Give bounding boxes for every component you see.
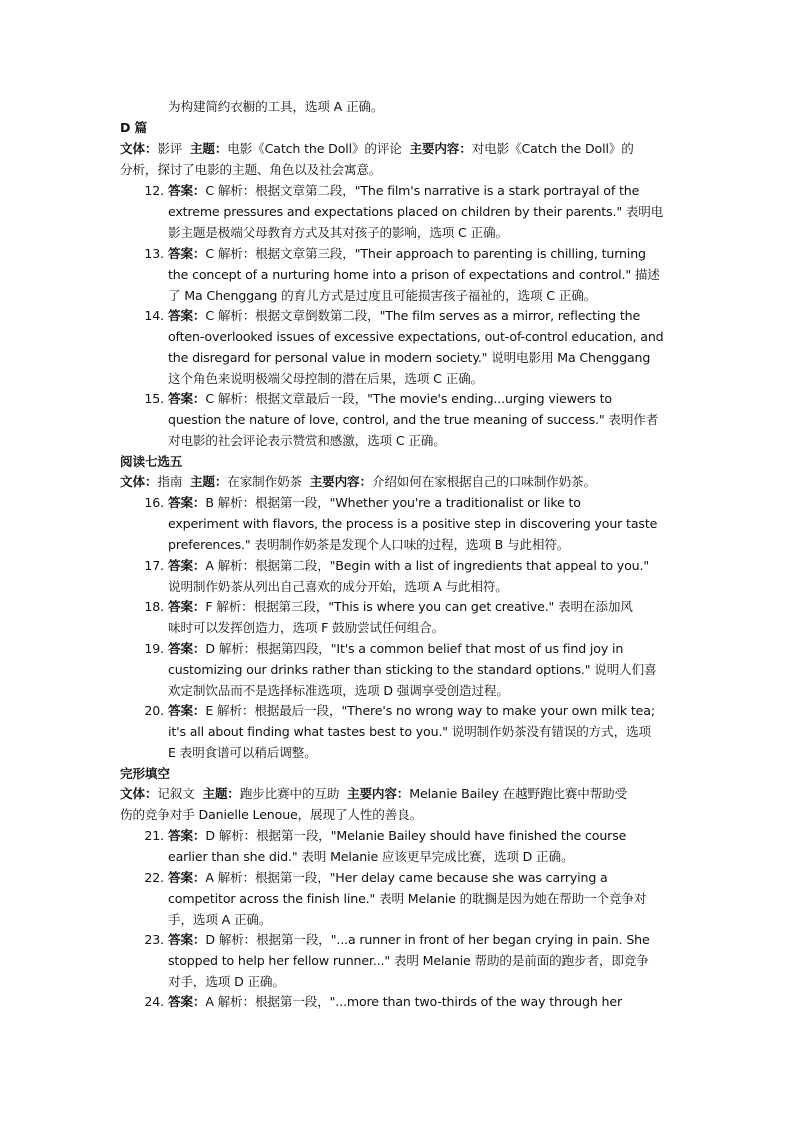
item-number: 21.	[144, 828, 164, 843]
item-line: C 解析：根据文章最后一段，"The movie's ending...urging viewers to	[205, 391, 612, 406]
item-line: the concept of a nurturing home into a prison of expectations and control." 描述	[168, 267, 660, 282]
answer-label: 答案：	[168, 183, 206, 198]
section-cloze-meta: 文体：记叙文 主题：跑步比赛中的互助 主要内容：Melanie Bailey 在越野跑比赛中帮助受	[120, 786, 628, 801]
item-line: 对手，选项 D 正确。	[168, 974, 285, 989]
item-line: B 解析：根据第一段，"Whether you're a traditionalist or like to	[205, 495, 581, 510]
item-line: 对电影的社会评论表示赞赏和感激，选项 C 正确。	[168, 433, 446, 448]
item-line: the disregard for personal value in modern society." 说明电影用 Ma Chenggang	[168, 350, 651, 365]
answer-label: 答案：	[168, 391, 206, 406]
item-line: D 解析：根据第四段，"It's a common belief that most of us find joy in	[205, 641, 624, 656]
answer-label: 答案：	[168, 994, 206, 1009]
item-number: 15.	[144, 391, 164, 406]
item-number: 22.	[144, 870, 164, 885]
answer-label: 答案：	[168, 870, 206, 885]
item-line: experiment with flavors, the process is a positive step in discovering your taste	[168, 516, 658, 531]
item-line: it's all about finding what tastes best to you." 说明制作奶茶没有错误的方式，选项	[168, 724, 651, 739]
item-line: question the nature of love, control, and the true meaning of success." 表明作者	[168, 412, 659, 427]
item-number: 13.	[144, 246, 164, 261]
section-d-meta: 文体：影评 主题：电影《Catch the Doll》的评论 主要内容：对电影《Catch the Doll》的	[120, 141, 634, 156]
section-seven-meta: 文体：指南 主题：在家制作奶茶 主要内容：介绍如何在家根据自己的口味制作奶茶。	[120, 474, 596, 489]
item-line: A 解析：根据第二段，"Begin with a list of ingredients that appeal to you."	[205, 558, 649, 573]
item-line: earlier than she did." 表明 Melanie 应该更早完成比赛，选项 D 正确。	[168, 849, 574, 864]
item-line: 这个角色来说明极端父母控制的潜在后果，选项 C 正确。	[168, 371, 484, 386]
item-line: customizing our drinks rather than sticking to the standard options." 说明人们喜	[168, 662, 657, 677]
item-line: A 解析：根据第一段，"Her delay came because she was carrying a	[205, 870, 608, 885]
item-line: preferences." 表明制作奶茶是发现个人口味的过程，选项 B 与此相符。	[168, 537, 570, 552]
item-line: often-overlooked issues of excessive expectations, out-of-control education, and	[168, 329, 664, 344]
answer-label: 答案：	[168, 558, 206, 573]
item-line: 欢定制饮品而不是选择标准选项，选项 D 强调享受创造过程。	[168, 683, 509, 698]
item-line: 手，选项 A 正确。	[168, 912, 272, 927]
item-line: 影主题是极端父母教育方式及其对孩子的影响，选项 C 正确。	[168, 225, 508, 240]
item-line: D 解析：根据第一段，"Melanie Bailey should have finished the course	[205, 828, 627, 843]
item-line: competitor across the finish line." 表明 Melanie 的耽搁是因为她在帮助一个竞争对	[168, 891, 647, 906]
item-line: extreme pressures and expectations placed on children by their parents." 表明电	[168, 204, 664, 219]
item-number: 16.	[144, 495, 164, 510]
section-cloze-heading: 完形填空	[120, 766, 170, 781]
item-line: 味时可以发挥创造力，选项 F 鼓励尝试任何组合。	[168, 620, 445, 635]
item-number: 12.	[144, 183, 164, 198]
answer-label: 答案：	[168, 599, 206, 614]
answer-label: 答案：	[168, 308, 206, 323]
item-line: C 解析：根据文章倒数第二段，"The film serves as a mirror, reflecting the	[205, 308, 641, 323]
item-line: D 解析：根据第一段，"...a runner in front of her began crying in pain. She	[205, 932, 650, 947]
item-number: 23.	[144, 932, 164, 947]
section-d-heading: D 篇	[120, 120, 147, 135]
answer-label: 答案：	[168, 932, 206, 947]
item-line: 说明制作奶茶从列出自己喜欢的成分开始，选项 A 与此相符。	[168, 579, 508, 594]
item-line: C 解析：根据文章第三段，"Their approach to parenting is chilling, turning	[205, 246, 646, 261]
item-line: C 解析：根据文章第二段，"The film's narrative is a stark portrayal of the	[205, 183, 640, 198]
item-line: stopped to help her fellow runner..." 表明 Melanie 帮助的是前面的跑步者，即竞争	[168, 953, 649, 968]
item-number: 18.	[144, 599, 164, 614]
answer-label: 答案：	[168, 495, 206, 510]
item-number: 19.	[144, 641, 164, 656]
answer-label: 答案：	[168, 828, 206, 843]
item-line: F 解析：根据第三段，"This is where you can get creative." 表明在添加风	[205, 599, 633, 614]
item-number: 17.	[144, 558, 164, 573]
section-d-meta-cont: 分析，探讨了电影的主题、角色以及社会寓意。	[120, 162, 382, 177]
section-cloze-meta-cont: 伤的竞争对手 Danielle Lenoue，展现了人性的善良。	[120, 807, 423, 822]
item-line: E 表明食谱可以稍后调整。	[168, 745, 317, 760]
item-number: 14.	[144, 308, 164, 323]
item-line: A 解析：根据第一段，"...more than two-thirds of the way through her	[205, 994, 622, 1009]
item-line: 了 Ma Chenggang 的育儿方式是过度且可能损害孩子福祉的，选项 C 正确。	[168, 288, 597, 303]
section-seven-heading: 阅读七选五	[120, 454, 183, 469]
item-number: 24.	[144, 994, 164, 1009]
intro-tail-text: 为构建简约衣橱的工具，选项 A 正确。	[168, 99, 384, 114]
item-line: E 解析：根据最后一段，"There's no wrong way to make your own milk tea;	[205, 703, 655, 718]
answer-label: 答案：	[168, 641, 206, 656]
item-number: 20.	[144, 703, 164, 718]
answer-label: 答案：	[168, 246, 206, 261]
answer-label: 答案：	[168, 703, 206, 718]
